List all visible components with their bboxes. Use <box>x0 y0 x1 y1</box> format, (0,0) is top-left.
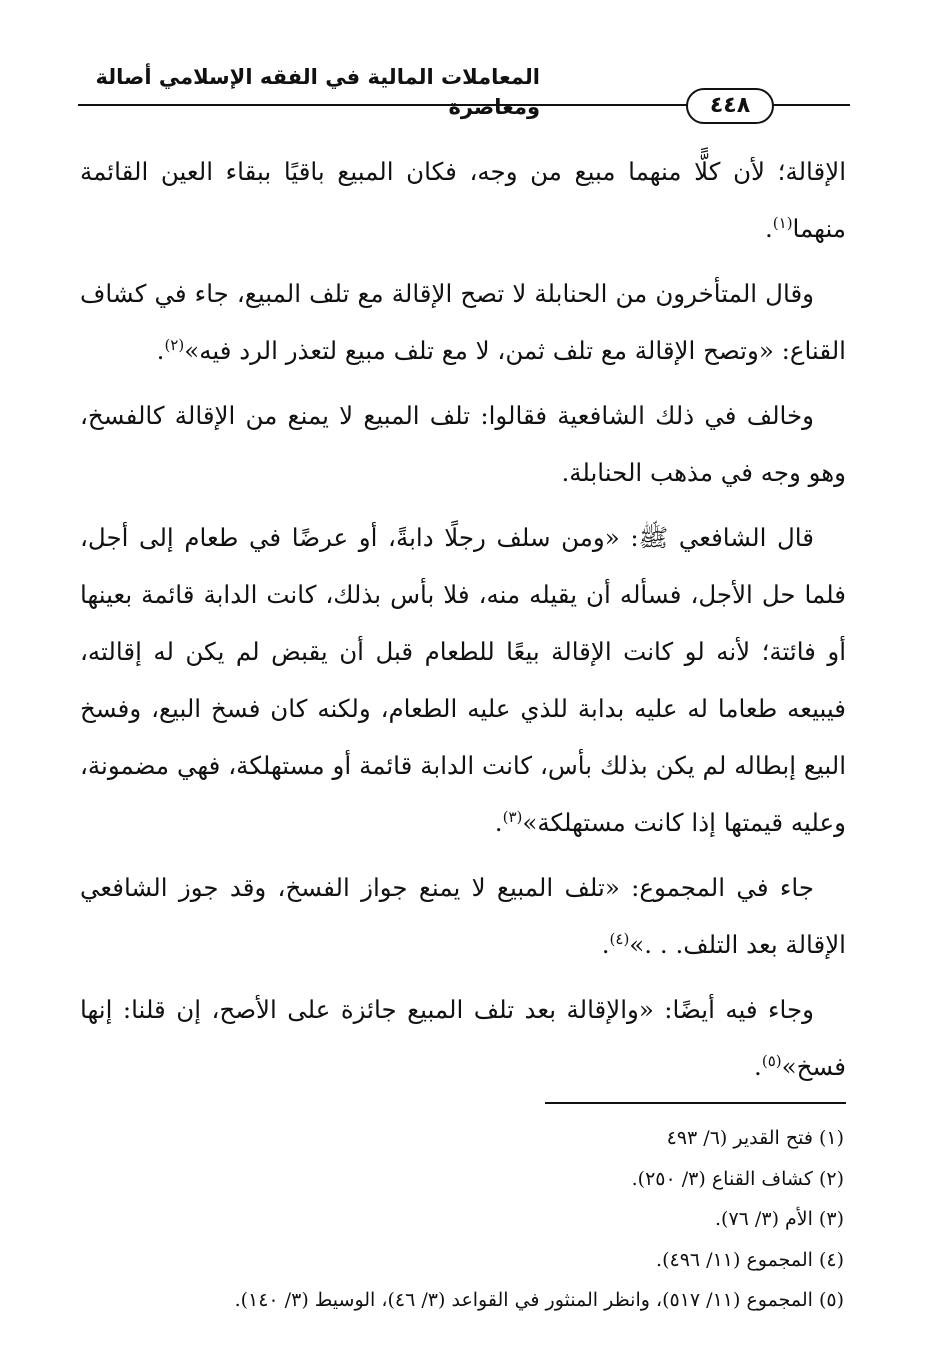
paragraph-tail: . <box>156 336 165 365</box>
footnote-item: (٢) كشاف القناع (٣/ ٢٥٠). <box>631 1167 844 1190</box>
paragraph-text: وخالف في ذلك الشافعية فقالوا: تلف المبيع لا يمنع من الإقالة كالفسخ، وهو وجه في مذهب الحنابلة. <box>80 401 846 487</box>
paragraph-1 <box>80 143 846 257</box>
footnote-item: (١) فتح القدير (٦/ ٤٩٣ <box>666 1127 844 1149</box>
paragraph-3 <box>80 387 846 501</box>
paragraph-2 <box>80 265 846 379</box>
paragraph-text: الإقالة؛ لأن كلًّا منهما مبيع من وجه، فكان المبيع باقيًا ببقاء العين القائمة منهما <box>80 157 846 243</box>
paragraph-text: جاء في المجموع: «تلف المبيع لا يمنع جواز الفسخ، وقد جوز الشافعي الإقالة بعد التلف. . .» <box>80 873 846 959</box>
footnote-separator <box>545 1102 846 1104</box>
running-header-title: المعاملات المالية في الفقه الإسلامي أصالة ومعاصرة <box>95 65 540 119</box>
footnote-item: (٣) الأم (٣/ ٧٦). <box>715 1208 844 1230</box>
paragraph-tail: . <box>764 214 773 243</box>
footnote-ref-5: (٥) <box>761 1051 782 1070</box>
paragraph-tail: . <box>494 808 503 837</box>
paragraph-6 <box>80 981 846 1095</box>
main-text <box>80 143 846 1103</box>
paragraph-tail: . <box>601 930 610 959</box>
footnote-ref-4: (٤) <box>609 929 630 948</box>
paragraph-4 <box>80 509 846 851</box>
paragraph-5 <box>80 859 846 973</box>
footnote-item: (٤) المجموع (١١/ ٤٩٦). <box>656 1248 844 1271</box>
footnote-item: (٥) المجموع (١١/ ٥١٧)، وانظر المنثور في القواعد (٣/ ٤٦)، الوسيط (٣/ ١٤٠). <box>234 1289 844 1311</box>
paragraph-text: قال الشافعي ﷺ: «ومن سلف رجلًا دابةً، أو عرضًا في طعام إلى أجل، فلما حل الأجل، فسأله أن يقيله منه، فلا بأس بذلك، كانت الدابة قائمة بعينها أو فائتة؛ لأنه لو كانت الإقالة بيعًا للطعام قبل أن يقبض لم يكن له إقالته، فيبيعه طعاما له عليه بدابة للذي عليه الطعام، ولكنه كان فسخ البيع، وفسخ البيع إبطاله لم يكن بذلك بأس، كانت الدابة قائمة أو مستهلكة، فهي مضمونة، وعليه قيمتها إذا كانت مستهلكة» <box>80 523 846 837</box>
page-number-badge: ٤٤٨ <box>686 88 774 124</box>
footnote-ref-1: (١) <box>772 213 793 232</box>
paragraph-text: وقال المتأخرون من الحنابلة لا تصح الإقالة مع تلف المبيع، جاء في كشاف القناع: «وتصح الإقالة مع تلف ثمن، لا مع تلف مبيع لتعذر الرد فيه» <box>80 279 846 365</box>
footnote-ref-2: (٢) <box>164 335 185 354</box>
paragraph-tail: . <box>754 1052 762 1081</box>
footnotes-list <box>80 1118 844 1321</box>
footnote-ref-3: (٣) <box>502 807 523 826</box>
paragraph-text: وجاء فيه أيضًا: «والإقالة بعد تلف المبيع جائزة على الأصح، إن قلنا: إنها فسخ» <box>80 995 846 1081</box>
